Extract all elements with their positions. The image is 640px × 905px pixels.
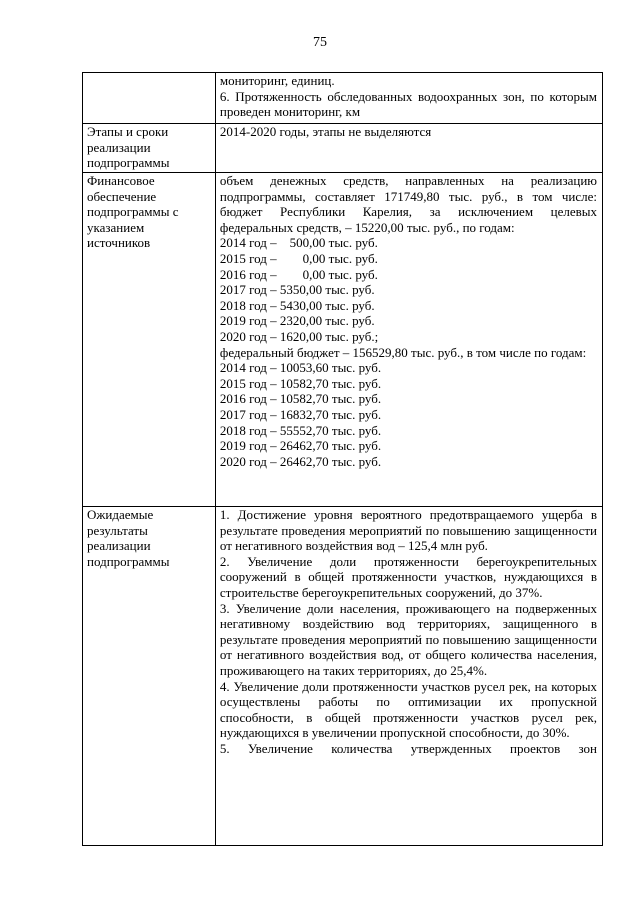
- regional-year-2015: 2015 год – 0,00 тыс. руб.: [219, 250, 378, 266]
- row-label-financing: Финансовое обеспечение подпрограммы с указанием источников: [83, 173, 216, 507]
- regional-year-2019: 2019 год – 2320,00 тыс. руб.: [219, 313, 375, 329]
- table-row-financing: [83, 173, 603, 507]
- table-row-monitoring: [83, 73, 603, 124]
- content-line: 2014-2020 годы, этапы не выделяются: [219, 124, 432, 139]
- row-label-results: Ожидаемые результаты реализации подпрограммы: [83, 507, 216, 846]
- regional-year-2016: 2016 год – 0,00 тыс. руб.: [219, 266, 378, 282]
- row-content-financing: [215, 173, 602, 507]
- federal-year-2014: 2014 год – 10053,60 тыс. руб.: [219, 360, 382, 376]
- federal-year-2016: 2016 год – 10582,70 тыс. руб.: [219, 391, 382, 407]
- federal-year-2018: 2018 год – 55552,70 тыс. руб.: [219, 422, 382, 438]
- result-item-1: 1. Достижение уровня вероятного предотвращаемого ущерба в результате проведения мероприятий по повышению защищенности от негативного воздействия вод – 125,4 млн руб.: [219, 507, 597, 554]
- financing-intro: объем денежных средств, направленных на реализацию подпрограммы, составляет 171749,80 тыс. руб., в том числе: бюджет Республики Карелия, за исключением целевых федеральных средств, – 15220,00 тыс. руб., по годам:: [219, 173, 597, 235]
- page-number: 75: [313, 35, 327, 50]
- row-label-stages: Этапы и сроки реализации подпрограммы: [83, 124, 216, 173]
- federal-year-2019: 2019 год – 26462,70 тыс. руб.: [219, 438, 382, 454]
- federal-year-2020: 2020 год – 26462,70 тыс. руб.: [219, 453, 382, 469]
- row-label-empty: [83, 73, 216, 124]
- result-item-4: 4. Увеличение доли протяженности участков русел рек, на которых осуществлены работы по оптимизации их пропускной способности, в общей протяженности участков русел рек, нуждающихся в увеличении пропускной способности, до 30%.: [219, 678, 597, 741]
- result-item-3: 3. Увеличение доли населения, проживающего на подверженных негативному воздействию вод территориях, защищенного в результате проведения мероприятий по повышению защищенности от негативного воздействия вод, от общего количества населения, проживающего на таких территориях, до 25,4%.: [219, 600, 597, 678]
- result-item-5: 5. Увеличение количества утвержденных проектов зон: [219, 740, 597, 756]
- content-line: мониторинг, единиц.: [219, 73, 335, 88]
- row-content-stages: [215, 124, 602, 173]
- row-content-monitoring: [215, 73, 602, 124]
- row-content-results: [215, 507, 602, 846]
- table-row-stages: [83, 124, 603, 173]
- regional-year-2020: 2020 год – 1620,00 тыс. руб.;: [219, 328, 379, 344]
- federal-year-2015: 2015 год – 10582,70 тыс. руб.: [219, 375, 382, 391]
- table-row-results: [83, 507, 603, 846]
- result-item-2: 2. Увеличение доли протяженности берегоукрепительных сооружений в общей протяженности участков, нуждающихся в строительстве берегоукрепительных сооружений, до 37%.: [219, 553, 597, 600]
- federal-year-2017: 2017 год – 16832,70 тыс. руб.: [219, 406, 382, 422]
- passport-table: [82, 72, 603, 846]
- regional-year-2014: 2014 год – 500,00 тыс. руб.: [219, 235, 378, 251]
- federal-intro: федеральный бюджет – 156529,80 тыс. руб., в том числе по годам:: [219, 344, 587, 360]
- regional-year-2017: 2017 год – 5350,00 тыс. руб.: [219, 282, 375, 298]
- regional-year-2018: 2018 год – 5430,00 тыс. руб.: [219, 297, 375, 313]
- content-paragraph: 6. Протяженность обследованных водоохранных зон, по которым проведен мониторинг, км: [219, 88, 597, 120]
